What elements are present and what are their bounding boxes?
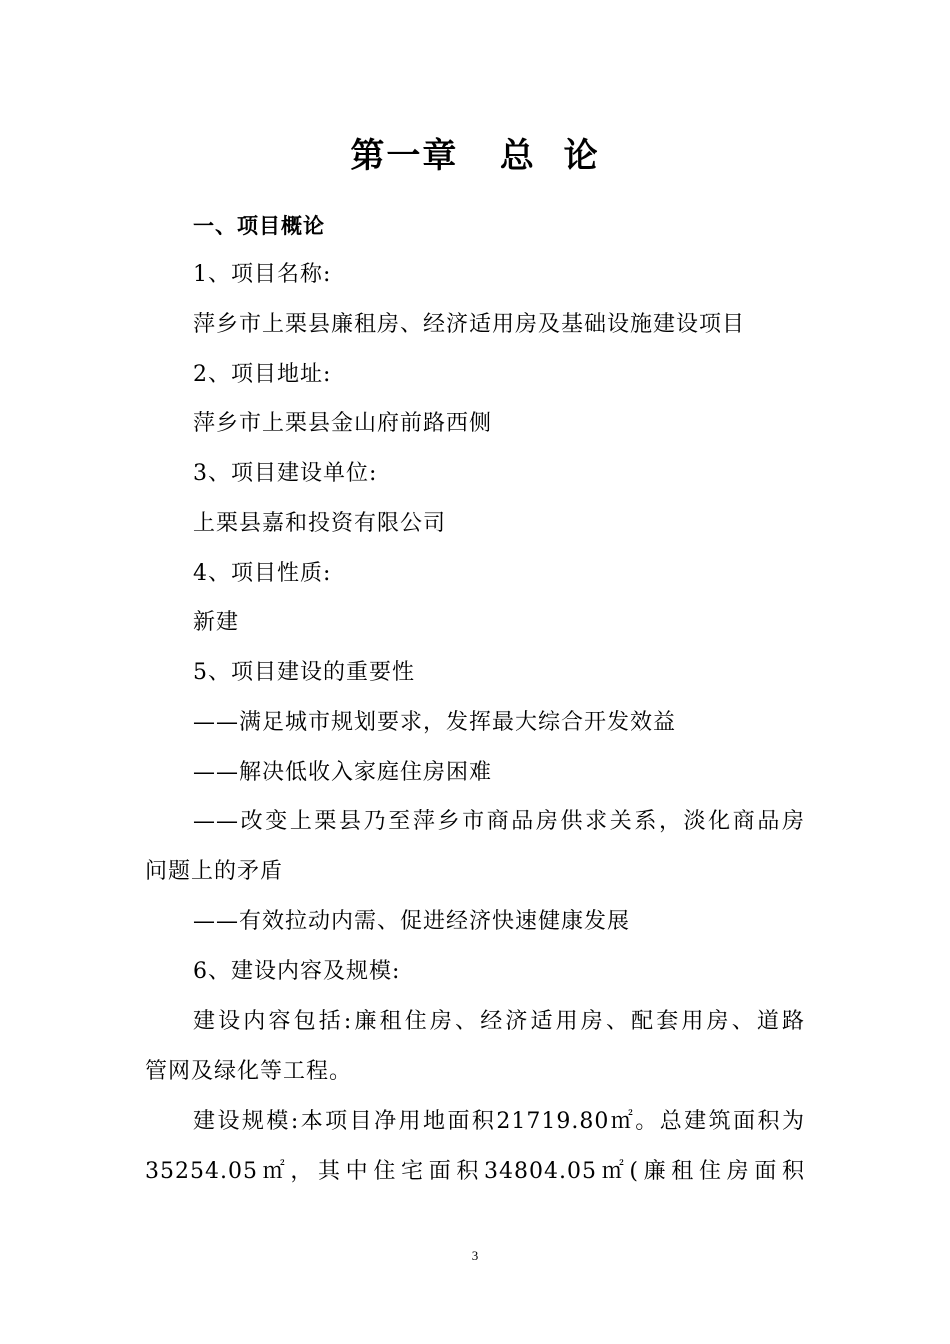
importance-point-3-continued: 问题上的矛盾 [145, 859, 284, 884]
item-heading-project-name: 1、项目名称: [193, 262, 332, 287]
content-paragraph: 建设内容包括:廉租住房、经济适用房、配套用房、道路 [193, 1009, 805, 1034]
content-paragraph-continued: 管网及绿化等工程。 [145, 1059, 353, 1084]
chapter-title: 第一章 总 论 [350, 136, 600, 176]
item-heading-project-address: 2、项目地址: [193, 362, 332, 387]
scale-paragraph-continued: 35254.05㎡，其中住宅面积34804.05㎡(廉租住房面积 [145, 1159, 805, 1184]
importance-point-3: ——改变上栗县乃至萍乡市商品房供求关系，淡化商品房 [193, 809, 805, 834]
project-name-text: 萍乡市上栗县廉租房、经济适用房及基础设施建设项目 [193, 312, 746, 337]
project-address-text: 萍乡市上栗县金山府前路西侧 [193, 411, 493, 436]
importance-point-1: ——满足城市规划要求，发挥最大综合开发效益 [193, 710, 677, 735]
item-heading-content-scale: 6、建设内容及规模: [193, 959, 401, 984]
project-nature-text: 新建 [193, 610, 240, 635]
construction-unit-text: 上栗县嘉和投资有限公司 [193, 511, 447, 536]
item-heading-importance: 5、项目建设的重要性 [193, 660, 415, 685]
importance-point-4: ——有效拉动内需、促进经济快速健康发展 [193, 909, 631, 934]
item-heading-construction-unit: 3、项目建设单位: [193, 461, 378, 486]
section-heading: 一、项目概论 [193, 214, 325, 238]
scale-paragraph: 建设规模:本项目净用地面积21719.80㎡。总建筑面积为 [193, 1109, 805, 1134]
page-number: 3 [471, 1248, 479, 1263]
importance-point-2: ——解决低收入家庭住房困难 [193, 760, 493, 785]
item-heading-project-nature: 4、项目性质: [193, 561, 332, 586]
